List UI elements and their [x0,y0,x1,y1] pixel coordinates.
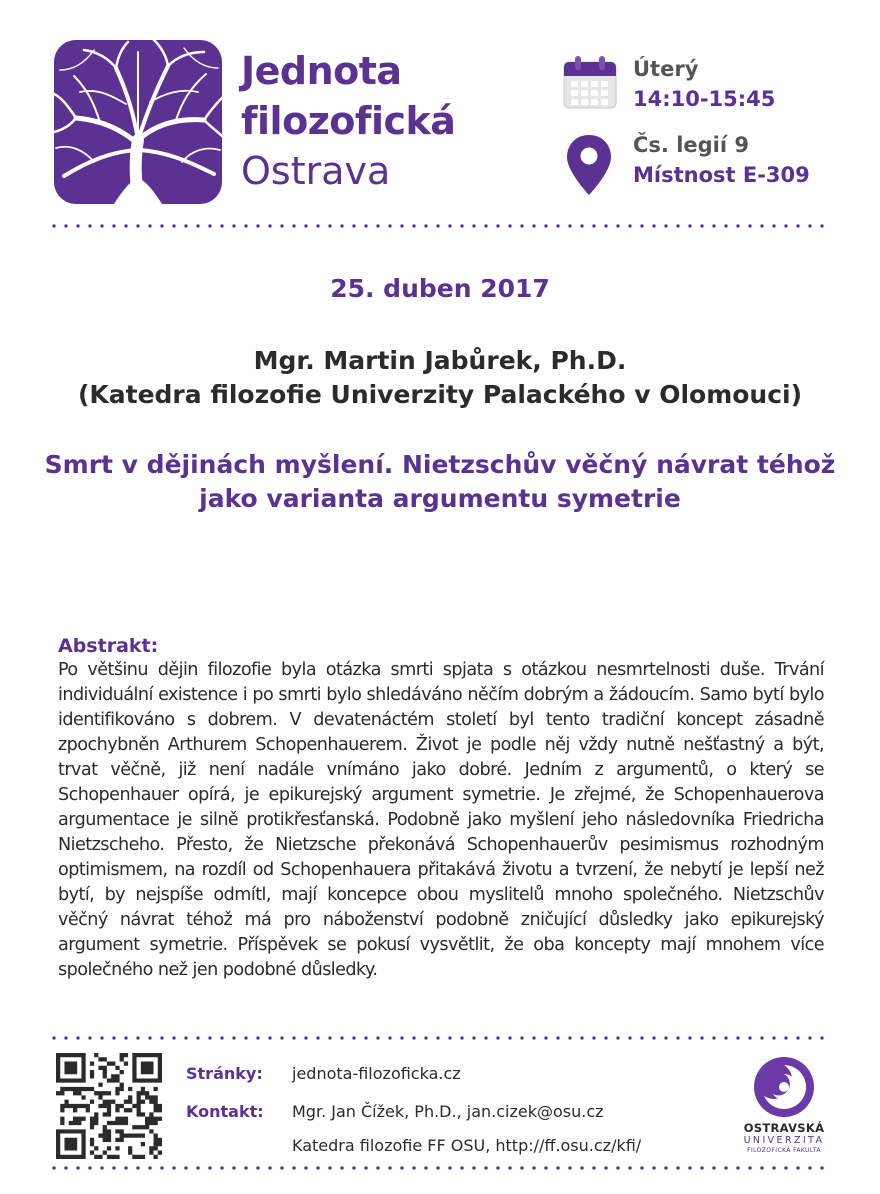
event-time: 14:10-15:45 [633,87,776,111]
calendar-icon [562,54,618,110]
osu-university: UNIVERZITA [743,1135,825,1146]
web-link[interactable]: jednota-filozoficka.cz [292,1064,461,1083]
speaker-name: Mgr. Martin Jabůrek, Ph.D. [253,346,627,375]
speaker-block [0,344,880,412]
osu-name: OSTRAVSKÁ [743,1121,825,1135]
abstract-heading: Abstrakt: [58,635,159,657]
dotted-divider-middle [48,1036,832,1040]
brand-title [241,46,455,196]
brand-line-3: Ostrava [241,149,391,193]
location-pin-icon [566,134,612,196]
osu-logo [734,1056,834,1155]
qr-code-icon [56,1053,162,1159]
osu-faculty: FILOZOFICKÁ FAKULTA [747,1147,821,1154]
contact-label: Kontakt: [186,1102,264,1121]
contact-value[interactable]: Mgr. Jan Čížek, Ph.D., jan.cizek@osu.cz [292,1102,604,1121]
event-date: 25. duben 2017 [330,274,550,303]
event-day: Úterý [633,57,699,81]
brand-line-2: filozofická [241,99,456,143]
event-address: Čs. legií 9 [633,133,749,157]
tree-logo-icon [54,40,222,204]
abstract-text: Po většinu dějin filozofie byla otázka smrti spjata s otázkou nesmrtelnosti duše. Trvání individuální existence i po smrti bylo shledáváno něčím dobrým a žádoucím. Samo bytí bylo identifikováno s dobrem. V devatenáctém století byl tento tradiční koncept zásadně zpochybněn Arthurem Schopenhauerem. Život je podle něj vždy nutně nešťastný a být, trvat věčně, již není nadále vnímáno jako dobré. Jedním z argumentů, o který se Schopenhauer opírá, je epikurejský argument symetrie. Je zřejmé, že Schopenhauerova argumentace je silně protikřesťanská. Podobně jako myšlení jeho následovníka Friedricha Nietzscheho. Přesto, že Nietzsche překonává Schopenhauerův pesimismus rozhodným optimismem, na rozdíl od Schopenhauera přitakává životu a tvrzení, že nebytí je lepší než bytí, by nejspíše odmítl, mají koncepce obou myslitelů mnoho společného. Nietzschův věčný návrat téhož má pro náboženství podobně zničující důsledky jako epikurejský argument symetrie. Příspěvek se pokusí vysvětlit, že oba koncepty mají mnohem více společného než jen podobné důsledky. [58,660,824,980]
osu-logo-icon [753,1056,815,1118]
web-label: Stránky: [186,1064,263,1083]
dotted-divider-bottom [48,1166,832,1170]
talk-title-line-2: jako varianta argumentu symetrie [199,484,681,513]
talk-title [40,448,840,516]
brand-line-1: Jednota [241,49,402,93]
event-schedule [633,54,775,114]
talk-title-line-1: Smrt v dějinách myšlení. Nietzschův věčný návrat téhož [44,450,836,479]
dotted-divider-top [48,224,832,228]
department-value[interactable]: Katedra filozofie FF OSU, http://ff.osu.cz/kfi/ [292,1136,642,1155]
event-location [633,130,810,190]
abstract-section [58,634,824,983]
speaker-affiliation: (Katedra filozofie Univerzity Palackého v Olomouci) [77,380,803,409]
event-room: Místnost E-309 [633,163,810,187]
